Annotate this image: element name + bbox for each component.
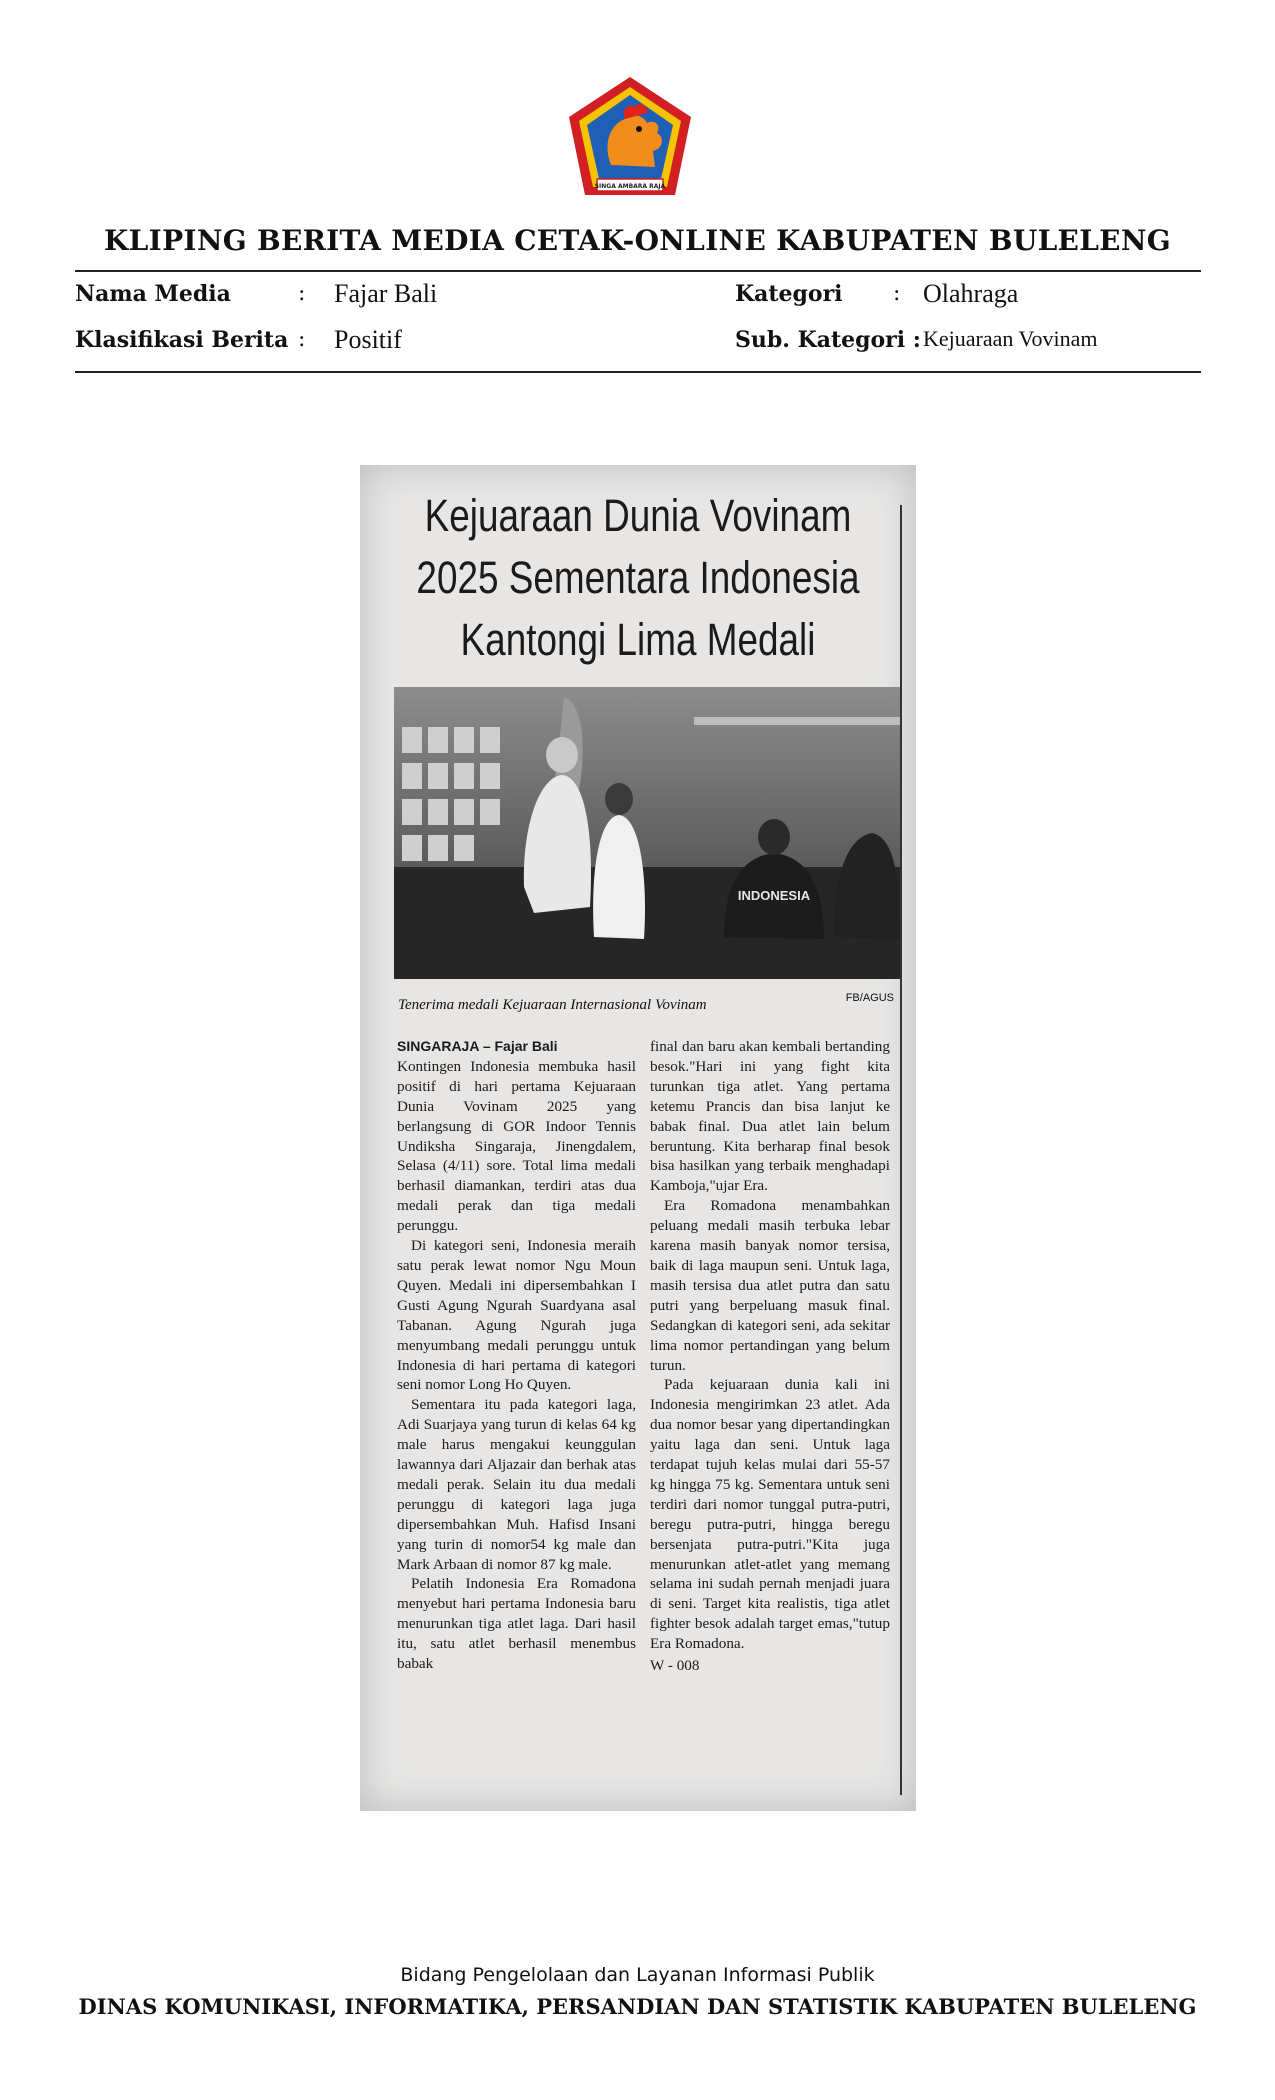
regency-logo [563,73,697,199]
paragraph: Pelatih Indonesia Era Romadona menyebut hari pertama Indonesia baru menurunkan tiga atlet laga. Dari hasil itu, satu atlet berhasil menembus babak [397,1575,636,1673]
paragraph: Kontingen Indonesia membuka hasil positif di hari pertama Kejuaraan Dunia Vovinam 2025 yang berlangsung di GOR Indoor Tennis Undiksha Singaraja, Jinengdalem, Selasa (4/11) sore. Total lima medali berhasil diamankan, terdiri atas dua medali perak dan tiga medali perunggu. [397,1057,636,1235]
media-value: Fajar Bali [334,279,438,308]
category-value: Olahraga [923,279,1019,308]
headline-line-2: 2025 Sementara Indonesia [416,552,860,603]
page-title: KLIPING BERITA MEDIA CETAK-ONLINE KABUPATEN BULELENG [104,224,1171,257]
headline-line-1: Kejuaraan Dunia Vovinam [424,490,852,541]
media-label: Nama Media [75,281,231,307]
classification-colon: : [298,327,306,352]
photo-credit: FB/AGUS [845,992,894,1004]
subcategory-label: Sub. Kategori : [735,327,921,353]
paragraph: Era Romadona menambahkan peluang medali masih terbuka lebar karena masih banyak nomor tersisa, baik di laga maupun seni. Untuk laga, masih tersisa dua atlet putra dan satu putri yang berpeluang masuk final. Sedangkan di kategori seni, ada sekitar lima nomor pertandingan yang belum turun. [650,1197,890,1374]
subcategory-value: Kejuaraan Vovinam [923,326,1098,351]
headline-line-3: Kantongi Lima Medali [460,614,816,665]
article-column-right [650,1037,890,1676]
article-column-left [397,1037,636,1674]
paragraph: final dan baru akan kembali bertanding besok."Hari ini yang fight kita turunkan tiga atlet. Yang pertama ketemu Prancis dan bisa lanjut ke babak final. Dua atlet lain belum beruntung. Kita berharap final besok bisa hasilkan yang terbaik menghadapi Kamboja,"ujar Era. [650,1038,890,1195]
photo-jacket-text: INDONESIA [737,888,811,903]
classification-value: Positif [334,325,402,354]
media-colon: : [298,281,306,306]
classification-label: Klasifikasi Berita [75,327,289,353]
paragraph: Di kategori seni, Indonesia meraih satu perak lewat nomor Ngu Moun Quyen. Medali ini dipersembahkan I Gusti Agung Ngurah Suardyana asal Tabanan. Agung Ngurah juga menyumbang medali perunggu untuk Indonesia di hari pertama di kategori seni nomor Long Ho Quyen. [397,1237,636,1394]
paragraph: Pada kejuaraan dunia kali ini Indonesia mengirimkan 23 atlet. Ada dua nomor besar yang dipertandingkan yaitu laga dan seni. Untuk laga terdapat tujuh kelas mulai dari 55-57 kg hingga 75 kg. Sementara untuk seni terdiri dari nomor tunggal putra-putri, beregu putra-putri, hingga beregu bersenjata putra-putri."Kita juga menurunkan atlet-atlet yang memang selama ini sudah pernah menjadi juara di seni. Target kita realistis, tiga atlet fighter besok adalah target emas,"tutup Era Romadona. [650,1376,890,1653]
header-divider-top [75,270,1201,272]
header-divider-bottom [75,371,1201,373]
author-code: W - 008 [650,1657,700,1675]
column-rule [900,505,902,1795]
footer-division: Bidang Pengelolaan dan Layanan Informasi Publik [400,1964,875,1986]
dateline: SINGARAJA – Fajar Bali [397,1038,558,1054]
category-label: Kategori [735,281,843,307]
paragraph: Sementara itu pada kategori laga, Adi Suarjaya yang turun di kelas 64 kg male harus mengakui keunggulan lawannya dari Aljazair dan berhak atas medali perak. Selain itu dua medali perunggu di kategori laga juga dipersembahkan Muh. Hafisd Insani yang turin di nomor54 kg male dan Mark Arbaan di nomor 87 kg male. [397,1396,636,1573]
newspaper-clipping [360,465,916,1811]
footer-agency: DINAS KOMUNIKASI, INFORMATIKA, PERSANDIAN DAN STATISTIK KABUPATEN BULELENG [78,1994,1197,2019]
article-headline [410,485,866,671]
svg-text:SINGA AMBARA RAJA: SINGA AMBARA RAJA [594,183,666,190]
category-colon: : [893,281,901,306]
photo-caption: Tenerima medali Kejuaraan Internasional Vovinam [398,997,707,1013]
article-photo [394,687,900,979]
